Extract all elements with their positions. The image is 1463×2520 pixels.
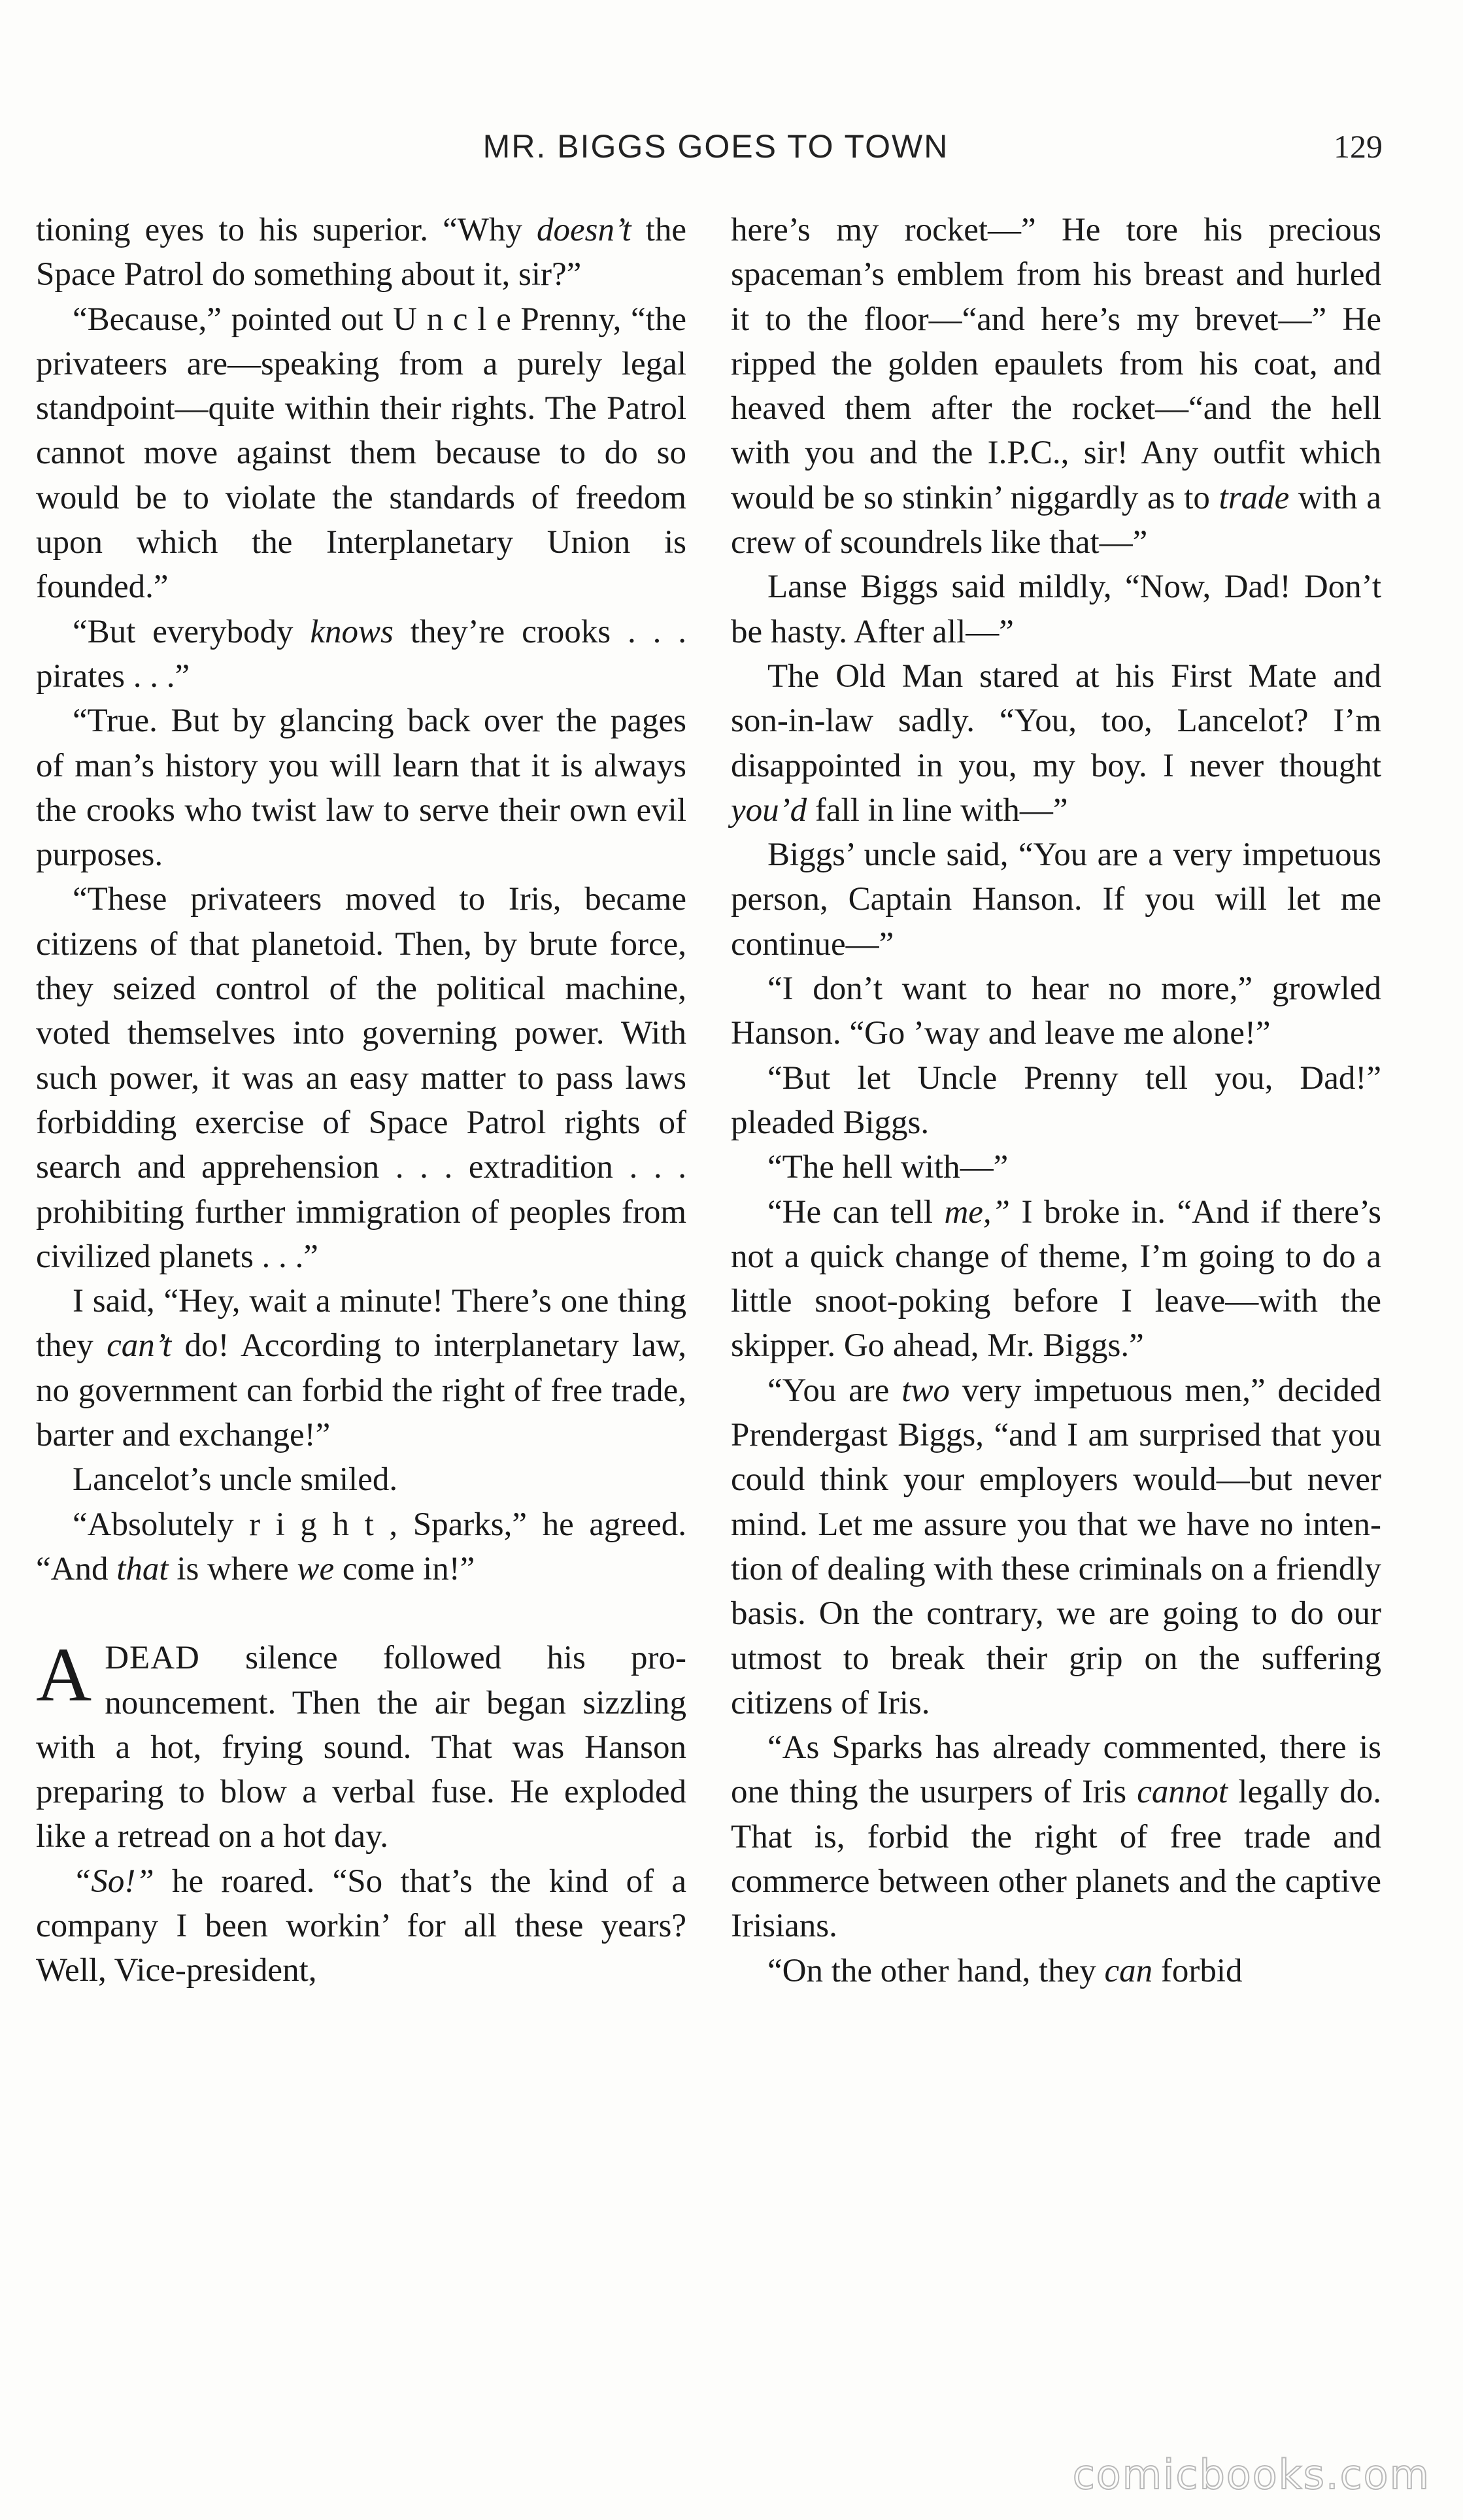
paragraph: Biggs’ uncle said, “You are a very impetuous person, Captain Hanson. If you will let me continue—”: [731, 837, 1381, 963]
paragraph: “The hell with—”: [767, 1149, 1009, 1186]
running-title: MR. BIGGS GOES TO TOWN: [482, 128, 949, 165]
paragraph: “These privateers moved to Iris, became citizens of that planetoid. Then, by brute force, they seized control of the political machine, voted themselves into governing power. With such power, it was an easy matter to pass laws forbidding exercise of Space Patrol rights of search and apprehension . . . extradition . . . prohibiting further immigration of peoples from civilized planets . . .”: [36, 881, 686, 1275]
paragraph: I said, “Hey, wait a minute! There’s one thing they can’t do! According to interplanetary law, no government can forbid the right of free trade, barter and exchange!”: [36, 1283, 686, 1454]
paragraph: “As Sparks has already commented, there is one thing the usurpers of Iris cannot legally do. That is, forbid the right of free trade and commerce between other planets and the captive Irisians.: [731, 1729, 1382, 1945]
paragraph: “Absolutely r i g h t , Sparks,” he agreed. “And that is where we come in!”: [36, 1506, 686, 1587]
paragraph: here’s my rocket—” He tore his precious spaceman’s emblem from his breast and hurled it to the floor—“and here’s my brevet—” He ripped the golden epaulets from his coat, and heaved them after the rocket—“and the hell with you and the I.P.C., sir! Any outfit which would be so stinkin’ niggardly as to trade with a crew of scoundrels like that—”: [731, 212, 1381, 561]
watermark: comicbooks.com: [1072, 2451, 1430, 2498]
paragraph: “You are two very impetuous men,” decided Prendergast Biggs, “and I am surprised that you could think your employers would—but never mind. Let me assure you that we have no intention of dealing with these criminals on a friendly basis. On the contrary, we are going to do our utmost to break their grip on the suffering citizens of Iris.: [731, 1372, 1381, 1721]
paragraph: “He can tell me,” I broke in. “And if there’s not a quick change of theme, I’m going to do a little snoot-poking before I leave—with the skipper. Go ahead, Mr. Biggs.”: [731, 1193, 1381, 1365]
paragraph: The Old Man stared at his First Mate and son-in-law sadly. “You, too, Lancelot? I’m disappointed in you, my boy. I never thought you’d fall in line with—”: [731, 657, 1381, 829]
paragraph: “But let Uncle Prenny tell you, Dad!” pleaded Biggs.: [731, 1059, 1381, 1141]
paragraph: “I don’t want to hear no more,” growled Hanson. “Go ’way and leave me alone!”: [731, 970, 1381, 1052]
paragraph: ADEAD silence followed his pronouncement. Then the air began sizzling with a hot, frying sound. That was Hanson preparing to blow a verbal fuse. He exploded like a retread on a hot day.: [36, 1632, 686, 1855]
page-number: 129: [1334, 128, 1383, 165]
paragraph: tioning eyes to his superior. “Why doesn’t the Space Patrol do something about it, sir?”: [36, 212, 686, 293]
running-header: [36, 127, 1396, 173]
paragraph: Lancelot’s uncle smiled.: [73, 1461, 398, 1499]
paragraph: “Because,” pointed out U n c l e Prenny, “the privateers are—speaking from a purely legal standpoint—quite within their rights. The Patrol cannot move against them because to do so would be to violate the standards of freedom upon which the Interplanetary Union is founded.”: [36, 301, 686, 606]
paragraph: Lanse Biggs said mildly, “Now, Dad! Don’t be hasty. After all—”: [731, 569, 1381, 650]
paragraph: “On the other hand, they can forbid: [767, 1952, 1243, 1989]
paragraph: “True. But by glancing back over the pages of man’s history you will learn that it is always the crooks who twist law to serve their own evil purposes.: [36, 703, 686, 874]
right-text-column: [731, 208, 1381, 1993]
left-text-column: [36, 208, 686, 1993]
paragraph: “So!” he roared. “So that’s the kind of a company I been workin’ for all these years? Well, Vice-president,: [36, 1863, 686, 1989]
paragraph: “But everybody knows they’re crooks . . . pirates . . .”: [36, 613, 686, 695]
